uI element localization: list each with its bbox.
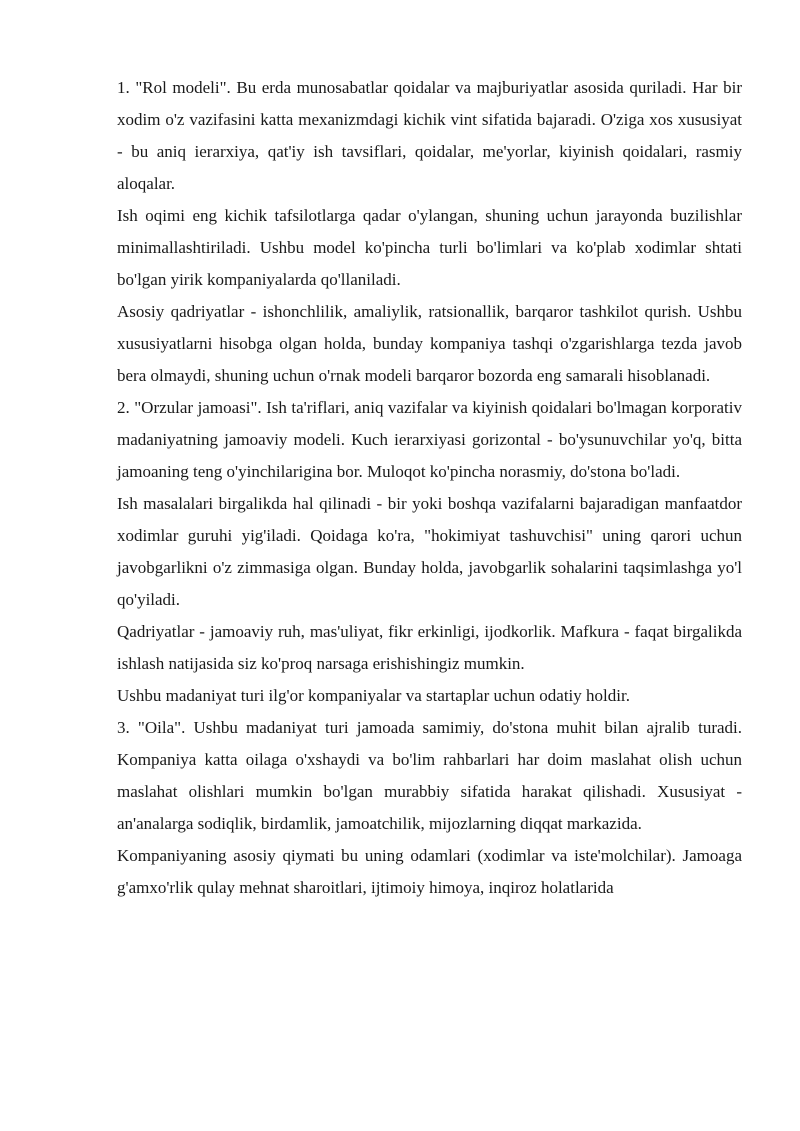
paragraph-startups: Ushbu madaniyat turi ilg'or kompaniyalar va startaplar uchun odatiy holdir. (117, 686, 630, 705)
paragraph-workflow: Ish oqimi eng kichik tafsilotlarga qadar o'ylangan, shuning uchun jarayonda buzilishlar minimallashtiriladi. Ushbu model ko'pincha turli bo'limlari va ko'plab xodimlar shtati bo'lgan yirik kompaniyalarda qo'llaniladi. (117, 206, 742, 289)
paragraph-company-value: Kompaniyaning asosiy qiymati bu uning odamlari (xodimlar va iste'molchilar). Jamoaga g'amxo'rlik qulay mehnat sharoitlari, ijtimoiy himoya, inqiroz holatlarida (117, 846, 742, 897)
paragraph-dream-team: 2. "Orzular jamoasi". Ish ta'riflari, aniq vazifalar va kiyinish qoidalari bo'lmagan korporativ madaniyatning jamoaviy modeli. Kuch ierarxiyasi gorizontal - bo'ysunuvchilar yo'q, bitta jamoaning teng o'yinchilarigina bor. Muloqot ko'pincha norasmiy, do'stona bo'ladi. (117, 398, 742, 481)
paragraph-joint-tasks: Ish masalalari birgalikda hal qilinadi - bir yoki boshqa vazifalarni bajaradigan manfaatdor xodimlar guruhi yig'iladi. Qoidaga ko'ra, "hokimiyat tashuvchisi" uning qarori uchun javobgarlikni o'z zimmasiga olgan. Bunday holda, javobgarlik sohalarini taqsimlashga yo'l qo'yiladi. (117, 494, 742, 609)
paragraph-family: 3. "Oila". Ushbu madaniyat turi jamoada samimiy, do'stona muhit bilan ajralib turadi. Kompaniya katta oilaga o'xshaydi va bo'lim rahbarlari har doim maslahat olish uchun maslahat olishlari mumkin bo'lgan murabbiy sifatida harakat qilishadi. Xususiyat - an'analarga sodiqlik, birdamlik, jamoatchilik, mijozlarning diqqat markazida. (117, 718, 742, 833)
paragraph-role-model: 1. "Rol modeli". Bu erda munosabatlar qoidalar va majburiyatlar asosida quriladi. Har bir xodim o'z vazifasini katta mexanizmdagi kichik vint sifatida bajaradi. O'ziga xos xususiyat - bu aniq ierarxiya, qat'iy ish tavsiflari, qoidalar, me'yorlar, kiyinish qoidalari, rasmiy aloqalar. (117, 78, 742, 193)
paragraph-core-values: Asosiy qadriyatlar - ishonchlilik, amaliylik, ratsionallik, barqaror tashkilot qurish. Ushbu xususiyatlarni hisobga olgan holda, bunday kompaniya tashqi o'zgarishlarga tezda javob bera olmaydi, shuning uchun o'rnak modeli barqaror bozorda eng samarali hisoblanadi. (117, 302, 742, 385)
paragraph-team-values: Qadriyatlar - jamoaviy ruh, mas'uliyat, fikr erkinligi, ijodkorlik. Mafkura - faqat birgalikda ishlash natijasida siz ko'proq narsaga erishishingiz mumkin. (117, 622, 742, 673)
